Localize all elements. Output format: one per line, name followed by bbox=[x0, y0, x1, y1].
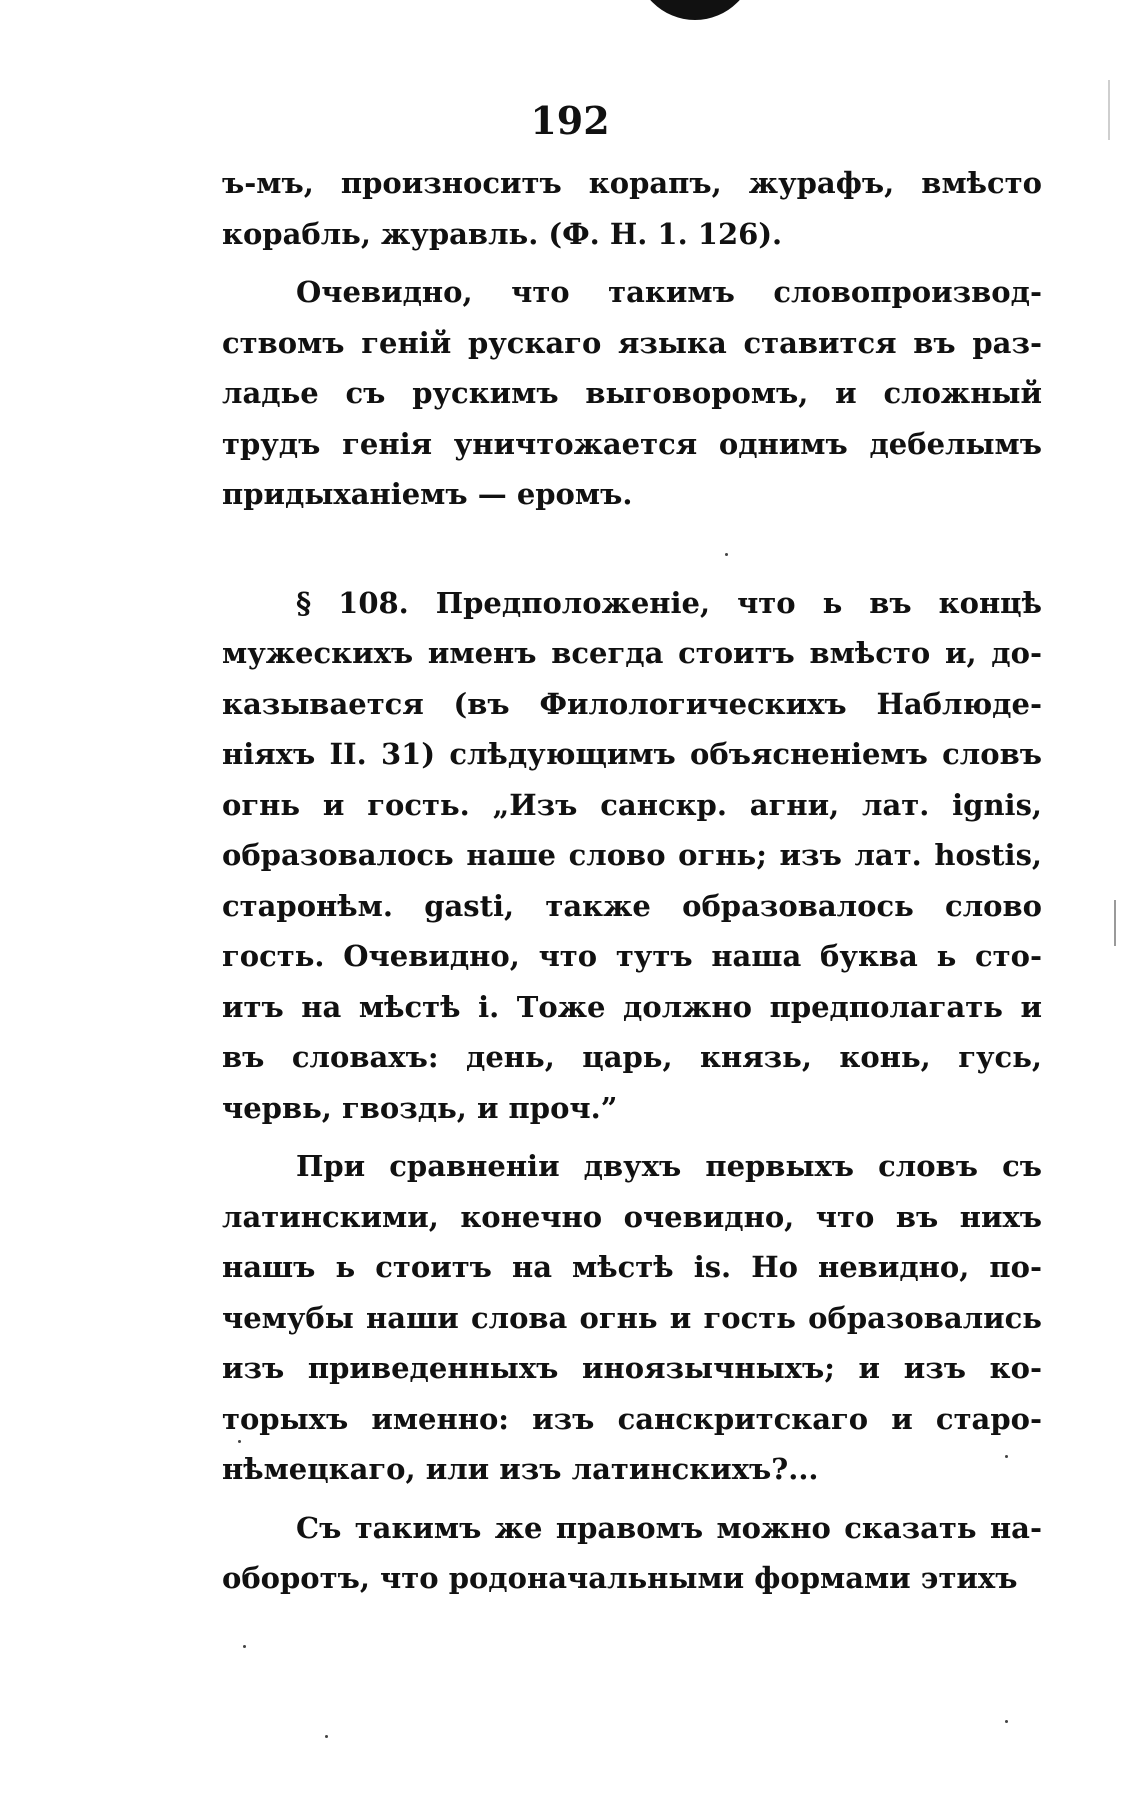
page-edge-mark bbox=[1114, 900, 1116, 946]
text-line: огнь и гость. „Изъ санскр. агни, лат. ignis, bbox=[222, 787, 1042, 822]
paragraph-gap bbox=[222, 1133, 1042, 1141]
text-line: мужескихъ именъ всегда стоитъ вмѣсто и, до- bbox=[222, 636, 1042, 670]
text-line: нашъ ь стоитъ на мѣстѣ is. Но невидно, по- bbox=[222, 1250, 1042, 1284]
paragraph-gap bbox=[222, 259, 1042, 267]
text-line: червь, гвоздь, и проч.” bbox=[222, 1090, 618, 1125]
body-text bbox=[222, 158, 1042, 1604]
text-line: итъ на мѣстѣ i. Тоже должно предполагать и bbox=[222, 989, 1042, 1024]
text-line: При сравненiи двухъ первыхъ словъ съ bbox=[296, 1149, 1042, 1183]
text-line: ладье съ рускимъ выговоромъ, и сложный bbox=[222, 376, 1042, 410]
page-edge-mark bbox=[1108, 80, 1110, 140]
text-line: оборотъ, что родоначальными формами этихъ bbox=[222, 1561, 1018, 1595]
text-line: ъ-мъ, произноситъ корапъ, журафъ, вмѣсто bbox=[222, 166, 1042, 200]
text-line: латинскими, конечно очевидно, что въ нихъ bbox=[222, 1199, 1042, 1234]
section-paragraph bbox=[222, 578, 1042, 1134]
text-line: чемубы наши слова огнь и гость образовались bbox=[222, 1300, 1042, 1335]
paragraph bbox=[222, 267, 1042, 520]
paper-speck bbox=[1005, 1455, 1008, 1458]
text-line: ствомъ генiй рускаго языка ставится въ раз- bbox=[222, 325, 1042, 360]
paper-speck bbox=[243, 1645, 246, 1648]
paper-speck bbox=[1005, 1720, 1008, 1723]
paragraph bbox=[222, 1141, 1042, 1495]
paragraph bbox=[222, 158, 1042, 259]
paper-speck bbox=[238, 1440, 241, 1443]
paper-speck bbox=[725, 553, 728, 556]
text-line: нѣмецкаго, или изъ латинскихъ?... bbox=[222, 1452, 819, 1486]
text-line: гость. Очевидно, что тутъ наша буква ь сто- bbox=[222, 939, 1042, 973]
text-line: изъ приведенныхъ иноязычныхъ; и изъ ко- bbox=[222, 1351, 1042, 1385]
text-line: придыханiемъ — еромъ. bbox=[222, 477, 633, 511]
text-line: корабль, журавль. (Ф. Н. 1. 126). bbox=[222, 216, 783, 251]
paper-speck bbox=[325, 1735, 328, 1738]
text-line: въ словахъ: день, царь, князь, конь, гусь, bbox=[222, 1040, 1042, 1074]
text-line: нiяхъ II. 31) слѣдующимъ объясненiемъ словъ bbox=[222, 737, 1042, 771]
text-line: § 108. Предположенiе, что ь въ концѣ bbox=[296, 585, 1042, 620]
text-line: Очевидно, что такимъ словопроизвод- bbox=[296, 275, 1042, 309]
text-line: трудъ генiя уничтожается однимъ дебелымъ bbox=[222, 426, 1042, 461]
text-line: старонѣм. gasti, также образовалось слово bbox=[222, 888, 1042, 923]
text-line: образовалось наше слово огнь; изъ лат. hostis, bbox=[222, 838, 1042, 872]
paragraph-gap bbox=[222, 1495, 1042, 1503]
text-line: Съ такимъ же правомъ можно сказать на- bbox=[296, 1510, 1042, 1545]
text-line: казывается (въ Филологическихъ Наблюде- bbox=[222, 686, 1042, 721]
text-line: торыхъ именно: изъ санскритскаго и старо- bbox=[222, 1401, 1042, 1436]
ink-blot bbox=[635, 0, 755, 20]
paragraph bbox=[222, 1503, 1042, 1604]
paragraph-gap bbox=[222, 520, 1042, 578]
page-number: 192 bbox=[530, 98, 610, 143]
